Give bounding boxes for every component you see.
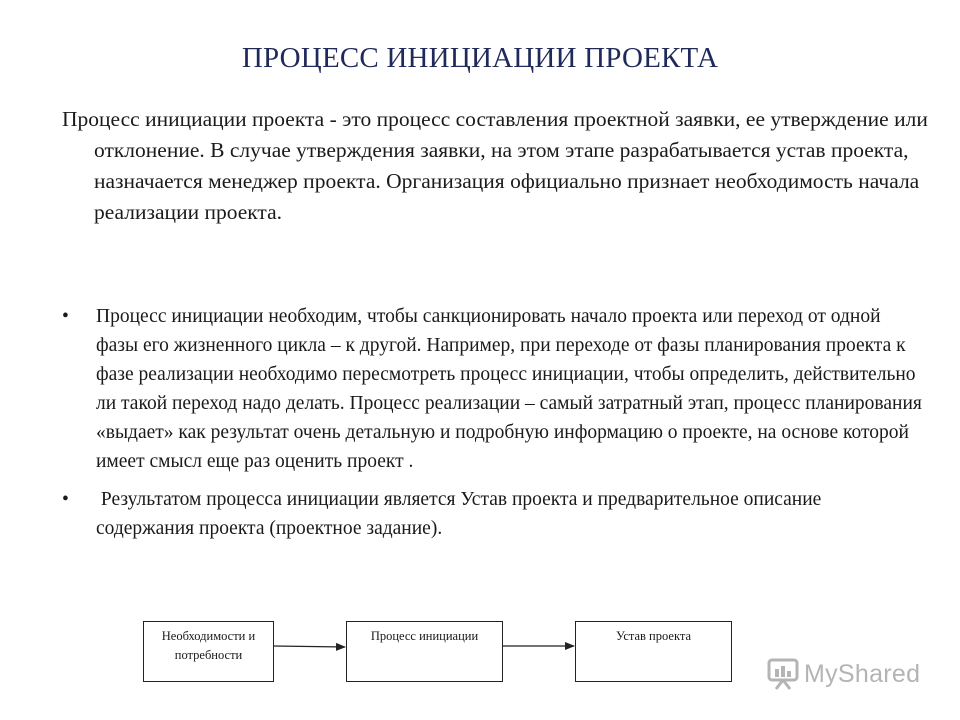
arrow-needs-to-initiation bbox=[274, 646, 345, 647]
bullet-icon: • bbox=[62, 489, 69, 510]
watermark bbox=[766, 657, 920, 691]
bullet-list bbox=[62, 302, 922, 543]
bullet-text: Процесс инициации необходим, чтобы санкционировать начало проекта или переход от одной фазы его жизненного цикла – к другой. Например, при переходе от фазы планирования проекта к фазе реализации необходимо пересмотреть процесс инициации, чтобы определить, действительно ли такой переход надо делать. Процесс реализации – самый затратный этап, процесс планирования «выдает» как результат очень детальную и подробную информацию о проекте, на основе которой имеет смысл еще раз оценить проект . bbox=[96, 306, 922, 472]
bullet-item bbox=[62, 485, 922, 543]
presentation-logo-icon bbox=[766, 657, 800, 691]
flow-box-initiation: Процесс инициации bbox=[346, 621, 503, 682]
flow-box-needs: Необходимости и потребности bbox=[143, 621, 274, 682]
intro-paragraph: Процесс инициации проекта - это процесс составления проектной заявки, ее утверждение или отклонение. В случае утверждения заявки, на этом этапе разрабатывается устав проекта, назначается менеджер проекта. Организация официально признает необходимость начала реализации проекта. bbox=[62, 107, 928, 224]
slide-title: ПРОЦЕСС ИНИЦИАЦИИ ПРОЕКТА bbox=[241, 42, 719, 74]
bullet-icon: • bbox=[62, 306, 69, 327]
watermark-text: MyShared bbox=[804, 659, 921, 688]
bullet-text: Результатом процесса инициации является Устав проекта и предварительное описание содержания проекта (проектное задание). bbox=[96, 489, 827, 539]
bullet-item bbox=[62, 302, 922, 476]
flow-box-charter: Устав проекта bbox=[575, 621, 732, 682]
